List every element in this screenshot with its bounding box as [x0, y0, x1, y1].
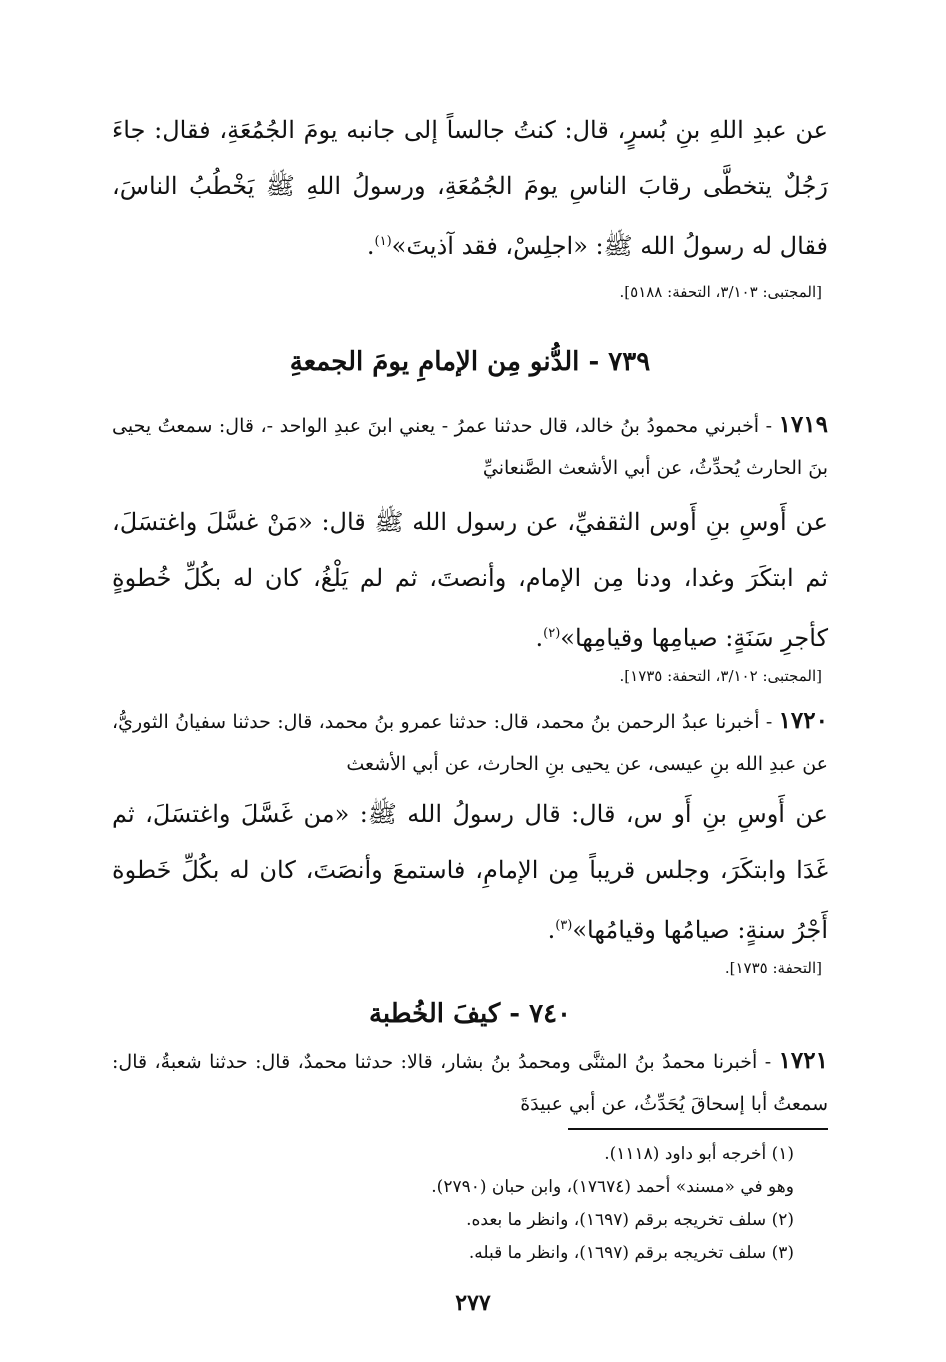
footnote-marker: (١)	[374, 234, 392, 249]
paragraph-text: عن أَوسِ بنِ أَو س، قال: قال رسولُ الله ﷺ: «من غَسَّلَ واغتسَلَ، ثم غَدَا وابتكَرَ، وجلس قريباً مِن الإمامِ، فاستمعَ وأنصَتَ، كان له بكُلِّ خَطوة أَجْرُ سنةٍ: صيامُها وقيامُها»	[112, 800, 828, 944]
hadith-text-1720: عن أَوسِ بنِ أَو س، قال: قال رسولُ الله ﷺ: «من غَسَّلَ واغتسَلَ، ثم غَدَا وابتكَرَ، وجلس قريباً مِن الإمامِ، فاستمعَ وأنصَتَ، كان له بكُلِّ خَطوة أَجْرُ سنةٍ: صيامُها وقيامُها»$^{(٣)}$.	[112, 800, 828, 944]
chapter-heading-740: ٧٤٠ - كيفَ الخُطبة	[368, 999, 572, 1029]
hadith-number: ١٧١٩	[778, 411, 828, 438]
chapter-heading-739: ٧٣٩ - الدُّنو مِن الإمامِ يومَ الجمعةِ	[289, 347, 651, 377]
hadith-number: ١٧٢١	[778, 1047, 828, 1074]
paragraph-text: عن أَوسِ بنِ أَوس الثقفيِّ، عن رسول الله ﷺ قال: «مَنْ غسَّلَ واغتسَلَ، ثم ابتكَرَ وغدا، ودنا مِن الإمام، وأنصتَ، ثم لم يَلْغُ، كان له بكُلِّ خُطوةٍ كأجرِ سَنَةٍ: صيامِها وقيامِها»	[112, 508, 828, 652]
reference-1718: [المجتبى: ٣/١٠٣، التحفة: ٥١٨٨].	[619, 283, 822, 301]
footnotes	[112, 1138, 794, 1270]
footnote-separator	[568, 1128, 828, 1130]
hadith-text-1718: عن عبدِ اللهِ بنِ بُسرٍ، قال: كنتُ جالساً إلى جانبه يومَ الجُمُعَةِ، فقال: جاءَ رَجُلٌ يتخطَّى رقابَ الناسِ يومَ الجُمُعَةِ، ورسولُ اللهِ ﷺ يَخْطُبُ الناسَ، فقال له رسولُ الله ﷺ: «اجلِسْ، فقد آذيتَ»$^{(١)}$.	[112, 116, 828, 260]
chain-text: - أخبرني محمودُ بنُ خالد، قال حدثنا عمرُ - يعني ابنَ عبدِ الواحد -، قال: سمعتُ يحيى بنَ الحارث يُحدِّثُ، عن أبي الأشعث الصَّنعانيِّ	[112, 415, 828, 479]
footnote-1: (١) أخرجه أبو داود (١١١٨).	[604, 1144, 794, 1164]
reference-1720: [التحفة: ١٧٣٥].	[724, 959, 822, 977]
paragraph-text: عن عبدِ اللهِ بنِ بُسرٍ، قال: كنتُ جالساً إلى جانبه يومَ الجُمُعَةِ، فقال: جاءَ رَجُلٌ يتخطَّى رقابَ الناسِ يومَ الجُمُعَةِ، ورسولُ اللهِ ﷺ يَخْطُبُ الناسَ، فقال له رسولُ الله ﷺ: «اجلِسْ، فقد آذيتَ»	[112, 116, 828, 260]
hadith-chain-1720	[112, 700, 828, 785]
hadith-chain-1719	[112, 404, 828, 489]
chain-text: - أخبرنا محمدُ بنُ المثنَّى ومحمدُ بنُ بشار، قالا: حدثنا محمدٌ، قال: حدثنا شعبةُ، قال: سمعتُ أبا إسحاقَ يُحَدِّثُ، عن أبي عبيدَةَ	[112, 1051, 828, 1115]
chain-text: - أخبرنا عبدُ الرحمن بنُ محمد، قال: حدثنا عمرو بنُ محمد، قال: حدثنا سفيانُ الثوريُّ، عن عبدِ الله بنِ عيسى، عن يحيى بنِ الحارث، عن أبي الأشعث	[112, 711, 828, 775]
page-number: ٢٧٧	[455, 1290, 491, 1316]
hadith-chain-1721	[112, 1040, 828, 1125]
footnote-marker: (٢)	[543, 626, 561, 641]
hadith-text-1719: عن أَوسِ بنِ أَوس الثقفيِّ، عن رسول الله ﷺ قال: «مَنْ غسَّلَ واغتسَلَ، ثم ابتكَرَ وغدا، ودنا مِن الإمام، وأنصتَ، ثم لم يَلْغُ، كان له بكُلِّ خُطوةٍ كأجرِ سَنَةٍ: صيامِها وقيامِها»$^{(٢)}$.	[112, 508, 828, 652]
reference-1719: [المجتبى: ٣/١٠٢، التحفة: ١٧٣٥].	[619, 667, 822, 685]
hadith-number: ١٧٢٠	[778, 707, 828, 734]
footnote-3: (٣) سلف تخريجه برقم (١٦٩٧)، وانظر ما قبله.	[468, 1243, 794, 1263]
footnote-2: (٢) سلف تخريجه برقم (١٦٩٧)، وانظر ما بعده.	[466, 1210, 794, 1230]
footnote-marker: (٣)	[555, 918, 573, 933]
footnote-1-continued: وهو في «مسند» أحمد (١٧٦٧٤)، وابن حبان (٢٧٩٠).	[431, 1177, 794, 1197]
